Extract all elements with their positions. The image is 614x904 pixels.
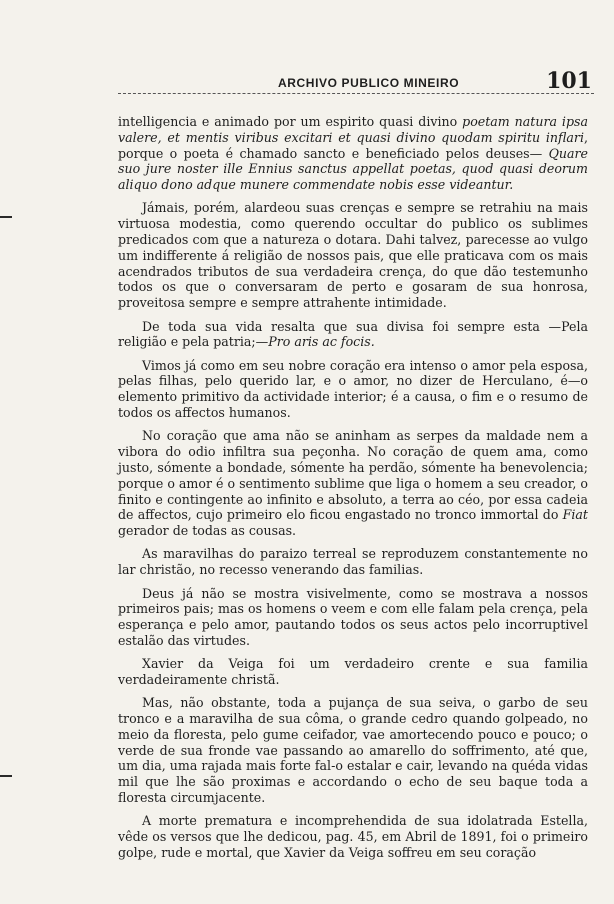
paragraph [118,813,588,860]
text-run: , porque o poeta é chamado sancto e beneficiado pelos deuses— [118,129,588,161]
paragraph [118,319,588,351]
text-run: Mas, não obstante, toda a pujança de sua seiva, o garbo de seu tronco e a maravilha de sua côma, o grande cedro quando golpeado, no meio da floresta, pelo gume ceifador, vae amortecendo pouco e pouco; o verde de sua fronde vae passando ao amarello do soffrimento, até que, um dia, uma rajada mais forte fal-o estalar e cair, levando na quéda vidas mil que lhe são proximas e accordando o echo de seu baque toda a floresta circumjacente. [118,695,588,806]
italic-text: Pro aris ac focis. [268,334,375,350]
text-run: intelligencia e animado por um espirito quasi divino [118,114,463,129]
page-number: 101 [546,68,592,94]
margin-mark-left [0,775,12,777]
paragraph [118,200,588,311]
text-run: Jámais, porém, alardeou suas crenças e sempre se retrahiu na mais virtuosa modestia, como querendo occultar do publico os sublimes predicados com que a natureza o dotara. Dahi talvez, parecesse ao vulgo um indifferente á religião de nossos pais, que elle praticava com os mais acendrados tributos de sua verdadeira crença, do que dão testemunho todos os que o conversaram de perto e gosaram de sua honrosa, proveitosa sempre e sempre attrahente intimidade. [118,200,588,311]
paragraph [118,358,588,421]
text-run: A morte prematura e incomprehendida de sua idolatrada Estella, vêde os versos que lhe dedicou, pag. 45, em Abril de 1891, foi o primeiro golpe, rude e mortal, que Xavier da Veiga soffreu em seu coração [118,813,588,860]
margin-mark-left [0,216,12,218]
paragraph [118,428,588,539]
paragraph [118,114,588,193]
paragraph [118,656,588,688]
text-run: De toda sua vida resalta que sua divisa foi sempre esta —Pela religião e pela patria;— [118,318,588,350]
running-header [118,68,594,94]
italic-text: poetam natura ipsa valere, et mentis viribus excitari et quasi divino quodam spiritu inflari [118,114,588,145]
body-text [118,114,588,868]
text-run: As maravilhas do paraizo terreal se reproduzem constantemente no lar christão, no recesso venerando das familias. [118,546,588,578]
italic-text: Fiat [562,507,588,523]
text-run: Xavier da Veiga foi um verdadeiro crente e sua familia verdadeiramente christã. [118,656,588,687]
text-run: Deus já não se mostra visivelmente, como se mostrava a nossos primeiros pais; mas os homens o veem e com elle falam pela crença, pela esperança e pelo amor, pautando todos os seus actos pelo incorruptivel estalão das virtudes. [118,585,588,648]
text-run: No coração que ama não se aninham as serpes da maldade nem a vibora do odio infiltra sua peçonha. No coração de quem ama, como justo, sómente a bondade, sómente ha perdão, sómente ha benevolencia; porque o amor é o sentimento sublime que liga o homem a seu creador, o finito e contingente ao infinito e absoluto, a terra ao céo, por essa cadeia de affectos, cujo primeiro elo ficou engastado no tronco immortal do [118,428,588,523]
paragraph [118,695,588,806]
paragraph [118,546,588,578]
header-rule [118,93,594,94]
text-run: Vimos já como em seu nobre coração era intenso o amor pela esposa, pelas filhas, pelo querido lar, e o amor, no dizer de Herculano, é—o elemento primitivo da actividade interior; é a causa, o fim e o resumo de todos os affectos humanos. [118,357,588,421]
text-run: gerador de todas as cousas. [118,523,297,539]
paragraph [118,586,588,649]
header-title: ARCHIVO PUBLICO MINEIRO [278,76,460,90]
italic-text: Quare suo jure noster ille Ennius sanctus appellat poetas, quod quasi deorum aliquo dono adque munere commendate nobis esse videantur. [118,145,588,193]
